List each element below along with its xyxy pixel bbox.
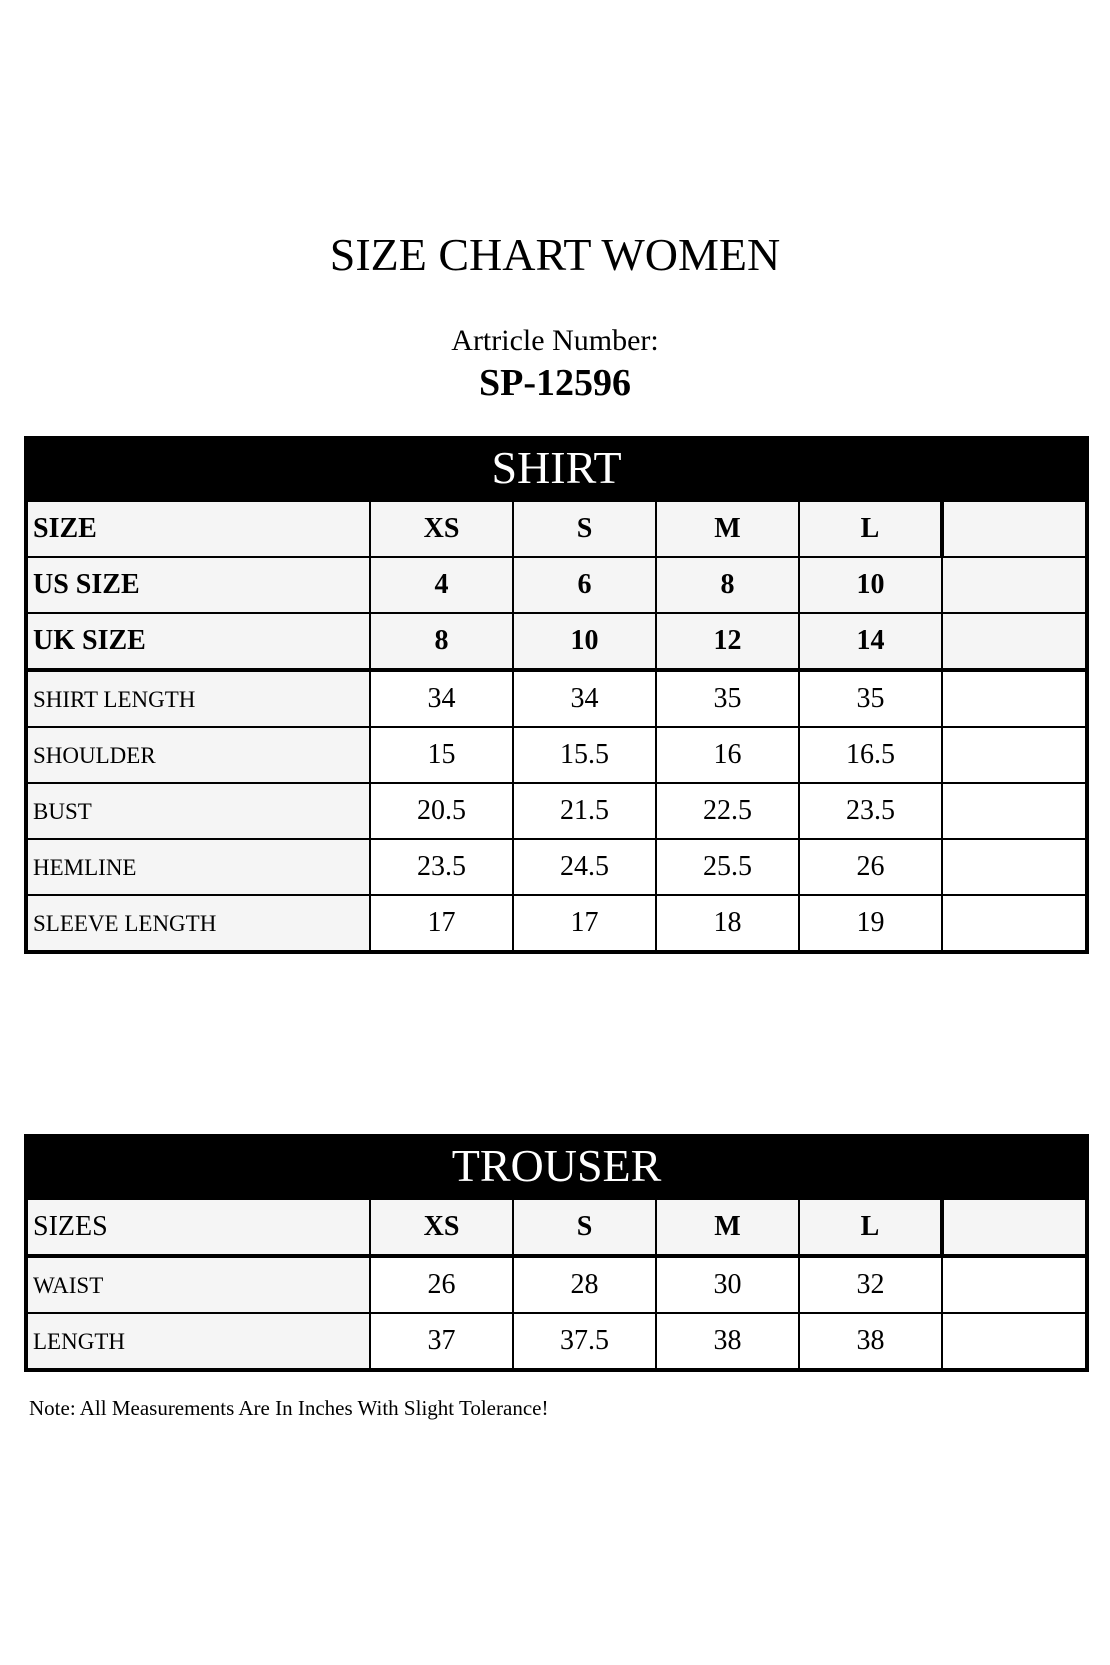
table-cell: 38 xyxy=(656,1313,799,1370)
table-cell: 35 xyxy=(656,670,799,727)
table-cell: L xyxy=(799,1199,942,1256)
row-label: UK SIZE xyxy=(26,613,370,670)
table-cell: 14 xyxy=(799,613,942,670)
article-number-label: Artricle Number: xyxy=(451,324,659,357)
table-cell: 30 xyxy=(656,1256,799,1313)
table-cell: 18 xyxy=(656,895,799,952)
table-cell: 8 xyxy=(370,613,513,670)
table-cell-blank xyxy=(942,1256,1087,1313)
trouser-size-table xyxy=(24,1134,1089,1372)
row-label: SIZES xyxy=(26,1199,370,1256)
table-cell: 4 xyxy=(370,557,513,613)
row-label: BUST xyxy=(26,783,370,839)
table-cell-blank xyxy=(942,895,1087,952)
table-cell-blank xyxy=(942,1313,1087,1370)
table-cell: 24.5 xyxy=(513,839,656,895)
table-cell: 25.5 xyxy=(656,839,799,895)
table-cell: 6 xyxy=(513,557,656,613)
table-cell: 12 xyxy=(656,613,799,670)
table-cell: 20.5 xyxy=(370,783,513,839)
table-cell: 15 xyxy=(370,727,513,783)
row-label: WAIST xyxy=(26,1256,370,1313)
table-row xyxy=(26,1256,1087,1313)
shirt-size-table xyxy=(24,436,1089,954)
table-cell-blank xyxy=(942,727,1087,783)
table-cell: 10 xyxy=(799,557,942,613)
table-cell: 26 xyxy=(370,1256,513,1313)
table-row xyxy=(26,1313,1087,1370)
row-label: SHIRT LENGTH xyxy=(26,670,370,727)
table-cell: S xyxy=(513,1199,656,1256)
table-cell: XS xyxy=(370,501,513,557)
row-label: US SIZE xyxy=(26,557,370,613)
table-cell: 34 xyxy=(513,670,656,727)
shirt-size-row xyxy=(26,501,1087,557)
table-cell: 15.5 xyxy=(513,727,656,783)
row-label: HEMLINE xyxy=(26,839,370,895)
table-cell: M xyxy=(656,501,799,557)
table-cell-blank xyxy=(942,783,1087,839)
table-cell: 26 xyxy=(799,839,942,895)
row-label: SIZE xyxy=(26,501,370,557)
table-row xyxy=(26,895,1087,952)
table-cell: 28 xyxy=(513,1256,656,1313)
table-row xyxy=(26,783,1087,839)
table-row xyxy=(26,839,1087,895)
table-cell: 21.5 xyxy=(513,783,656,839)
table-cell-blank xyxy=(942,613,1087,670)
article-number: SP-12596 xyxy=(479,362,631,404)
table-cell: 10 xyxy=(513,613,656,670)
table-cell: 22.5 xyxy=(656,783,799,839)
table-cell: 35 xyxy=(799,670,942,727)
table-cell: L xyxy=(799,501,942,557)
table-cell: 34 xyxy=(370,670,513,727)
table-cell-blank xyxy=(942,839,1087,895)
table-row xyxy=(26,727,1087,783)
table-cell: 17 xyxy=(370,895,513,952)
table-row xyxy=(26,670,1087,727)
table-cell-blank xyxy=(942,501,1087,557)
table-cell: S xyxy=(513,501,656,557)
table-cell: 16 xyxy=(656,727,799,783)
trouser-section-title: TROUSER xyxy=(26,1134,1087,1199)
trouser-sizes-row xyxy=(26,1199,1087,1256)
page-title: SIZE CHART WOMEN xyxy=(329,229,781,280)
table-cell-blank xyxy=(942,670,1087,727)
table-cell: 23.5 xyxy=(370,839,513,895)
row-label: SLEEVE LENGTH xyxy=(26,895,370,952)
row-label: SHOULDER xyxy=(26,727,370,783)
table-cell: M xyxy=(656,1199,799,1256)
table-cell: 17 xyxy=(513,895,656,952)
table-cell: 16.5 xyxy=(799,727,942,783)
table-cell: 8 xyxy=(656,557,799,613)
row-label: LENGTH xyxy=(26,1313,370,1370)
table-cell-blank xyxy=(942,557,1087,613)
table-cell-blank xyxy=(942,1199,1087,1256)
measurement-note: Note: All Measurements Are In Inches With Slight Tolerance! xyxy=(29,1396,549,1420)
table-cell: 32 xyxy=(799,1256,942,1313)
shirt-us-size-row xyxy=(26,557,1087,613)
table-cell: 23.5 xyxy=(799,783,942,839)
table-cell: 38 xyxy=(799,1313,942,1370)
table-cell: 37 xyxy=(370,1313,513,1370)
table-cell: 37.5 xyxy=(513,1313,656,1370)
table-cell: 19 xyxy=(799,895,942,952)
table-cell: XS xyxy=(370,1199,513,1256)
shirt-uk-size-row xyxy=(26,613,1087,670)
shirt-section-title: SHIRT xyxy=(26,436,1087,501)
